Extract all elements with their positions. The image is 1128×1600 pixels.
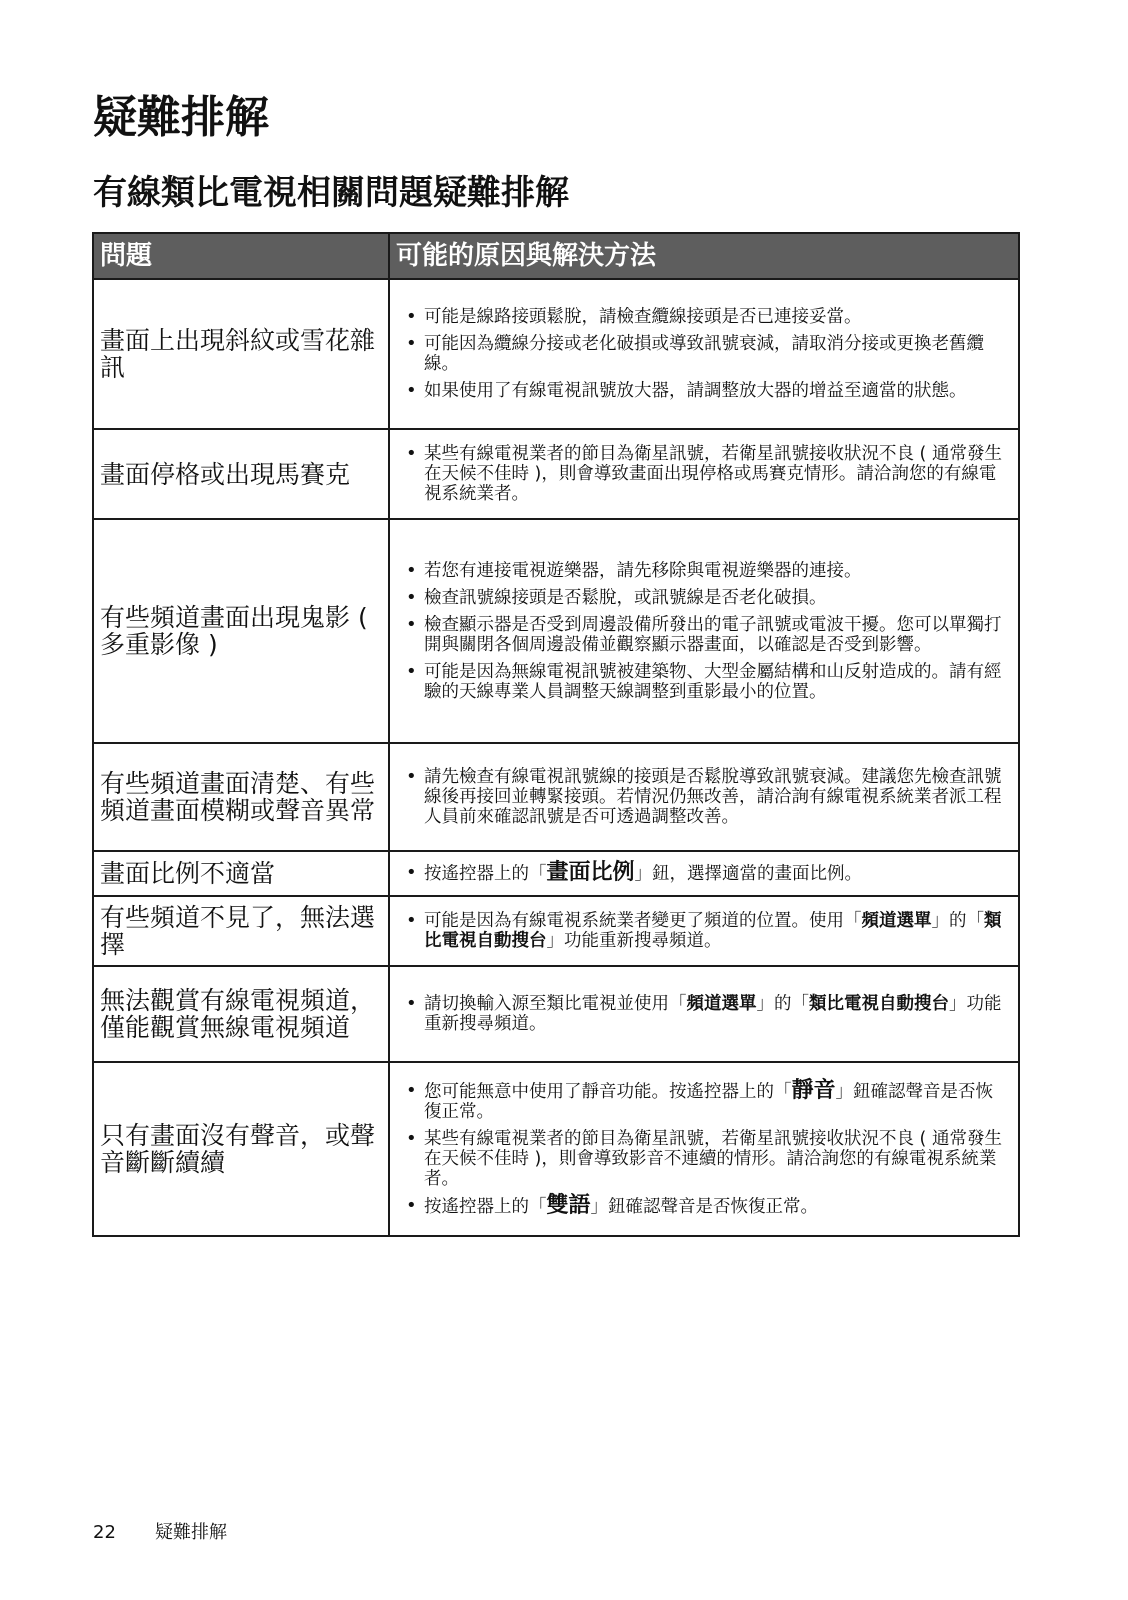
solution-list [404, 307, 1008, 401]
problem-cell: 無法觀賞有線電視頻道，僅能觀賞無線電視頻道 [93, 966, 389, 1062]
table-row [93, 429, 1019, 519]
solution-cell [389, 1062, 1019, 1236]
text-run: 」鈕，選擇適當的畫面比例。 [634, 864, 863, 884]
list-item [404, 1129, 1008, 1189]
solution-cell [389, 743, 1019, 851]
text-run: 」的「 [931, 911, 984, 931]
list-item [404, 662, 1008, 702]
list-item [404, 767, 1008, 827]
table-row [93, 896, 1019, 966]
table-row [93, 966, 1019, 1062]
emphasized-term: 頻道選單 [686, 994, 757, 1014]
solution-list [404, 1078, 1008, 1218]
list-item [404, 588, 1008, 608]
troubleshooting-table [92, 232, 1020, 1237]
text-run: 」鈕確認聲音是否恢復正常。 [590, 1197, 819, 1217]
solution-list [404, 444, 1008, 504]
list-item [404, 860, 1008, 885]
problem-cell: 畫面停格或出現馬賽克 [93, 429, 389, 519]
solution-cell [389, 896, 1019, 966]
solution-cell [389, 429, 1019, 519]
text-run: 若您有連接電視遊樂器，請先移除與電視遊樂器的連接。 [424, 560, 862, 581]
solution-list [404, 767, 1008, 827]
text-run: 您可能無意中使用了靜音功能。按遙控器上的「 [424, 1082, 792, 1102]
text-run: 請先檢查有線電視訊號線的接頭是否鬆脫導致訊號衰減。建議您先檢查訊號線後再接回並轉緊接頭。若情況仍無改善，請洽詢有線電視系統業者派工程人員前來確認訊號是否可透過調整改善。 [424, 767, 1002, 827]
list-item [404, 381, 1008, 401]
problem-cell: 畫面上出現斜紋或雪花雜訊 [93, 279, 389, 429]
text-run: 」功能重新搜尋頻道。 [424, 994, 1002, 1034]
emphasized-term: 類比電視自動搜台 [809, 994, 949, 1014]
footer-section-name: 疑難排解 [155, 1522, 227, 1543]
table-row [93, 279, 1019, 429]
page-title: 疑難排解 [93, 92, 269, 143]
problem-cell: 畫面比例不適當 [93, 851, 389, 896]
table-row [93, 743, 1019, 851]
column-header-problem: 問題 [93, 233, 389, 279]
text-run: 按遙控器上的「 [424, 1197, 547, 1217]
solution-list [404, 994, 1008, 1034]
emphasized-term: 類比電視自動搜台 [424, 911, 1002, 951]
problem-cell: 有些頻道畫面清楚、有些頻道畫面模糊或聲音異常 [93, 743, 389, 851]
emphasized-term: 畫面比例 [546, 860, 635, 885]
text-run: 某些有線電視業者的節目為衛星訊號，若衛星訊號接收狀況不良 ( 通常發生在天候不佳時 )，則會導致影音不連續的情形。請洽詢您的有線電視系統業者。 [424, 1129, 1002, 1189]
text-run: 」鈕確認聲音是否恢復正常。 [424, 1082, 994, 1122]
table-header-row [93, 233, 1019, 279]
solution-cell [389, 519, 1019, 743]
column-header-solution: 可能的原因與解決方法 [389, 233, 1019, 279]
text-run: 某些有線電視業者的節目為衛星訊號，若衛星訊號接收狀況不良 ( 通常發生在天候不佳時 )，則會導致畫面出現停格或馬賽克情形。請洽詢您的有線電視系統業者。 [424, 444, 1002, 504]
list-item [404, 1078, 1008, 1122]
problem-cell: 有些頻道不見了，無法選擇 [93, 896, 389, 966]
list-item [404, 994, 1008, 1034]
text-run: 請切換輸入源至類比電視並使用「 [424, 994, 687, 1014]
text-run: 」的「 [756, 994, 809, 1014]
problem-cell: 只有畫面沒有聲音，或聲音斷斷續續 [93, 1062, 389, 1236]
solution-list [404, 860, 1008, 885]
solution-list [404, 911, 1008, 951]
text-run: 檢查訊號線接頭是否鬆脫，或訊號線是否老化破損。 [424, 587, 827, 608]
table-row [93, 851, 1019, 896]
emphasized-term: 頻道選單 [861, 911, 932, 931]
solution-list [404, 561, 1008, 702]
page-number: 22 [93, 1522, 116, 1543]
text-run: 檢查顯示器是否受到周邊設備所發出的電子訊號或電波干擾。您可以單獨打開與關閉各個周邊設備並觀察顯示器畫面，以確認是否受到影響。 [424, 614, 1002, 655]
list-item [404, 334, 1008, 374]
list-item [404, 615, 1008, 655]
text-run: 」功能重新搜尋頻道。 [546, 931, 722, 951]
table-body [93, 279, 1019, 1236]
problem-cell: 有些頻道畫面出現鬼影 ( 多重影像 ) [93, 519, 389, 743]
emphasized-term: 靜音 [791, 1078, 836, 1103]
list-item [404, 307, 1008, 327]
solution-cell [389, 851, 1019, 896]
emphasized-term: 雙語 [546, 1193, 591, 1218]
page-footer [93, 1524, 227, 1542]
text-run: 如果使用了有線電視訊號放大器，請調整放大器的增益至適當的狀態。 [424, 381, 967, 401]
section-title: 有線類比電視相關問題疑難排解 [93, 173, 569, 213]
list-item [404, 561, 1008, 581]
table-row [93, 519, 1019, 743]
solution-cell [389, 966, 1019, 1062]
list-item [404, 911, 1008, 951]
table-row [93, 1062, 1019, 1236]
list-item [404, 1193, 1008, 1218]
text-run: 可能因為纜線分接或老化破損或導致訊號衰減，請取消分接或更換老舊纜線。 [424, 334, 984, 374]
text-run: 可能是因為有線電視系統業者變更了頻道的位置。使用「 [424, 911, 862, 931]
solution-cell [389, 279, 1019, 429]
text-run: 按遙控器上的「 [424, 864, 547, 884]
text-run: 可能是線路接頭鬆脫，請檢查纜線接頭是否已連接妥當。 [424, 307, 862, 327]
text-run: 可能是因為無線電視訊號被建築物、大型金屬結構和山反射造成的。請有經驗的天線專業人員調整天線調整到重影最小的位置。 [424, 661, 1002, 702]
list-item [404, 444, 1008, 504]
